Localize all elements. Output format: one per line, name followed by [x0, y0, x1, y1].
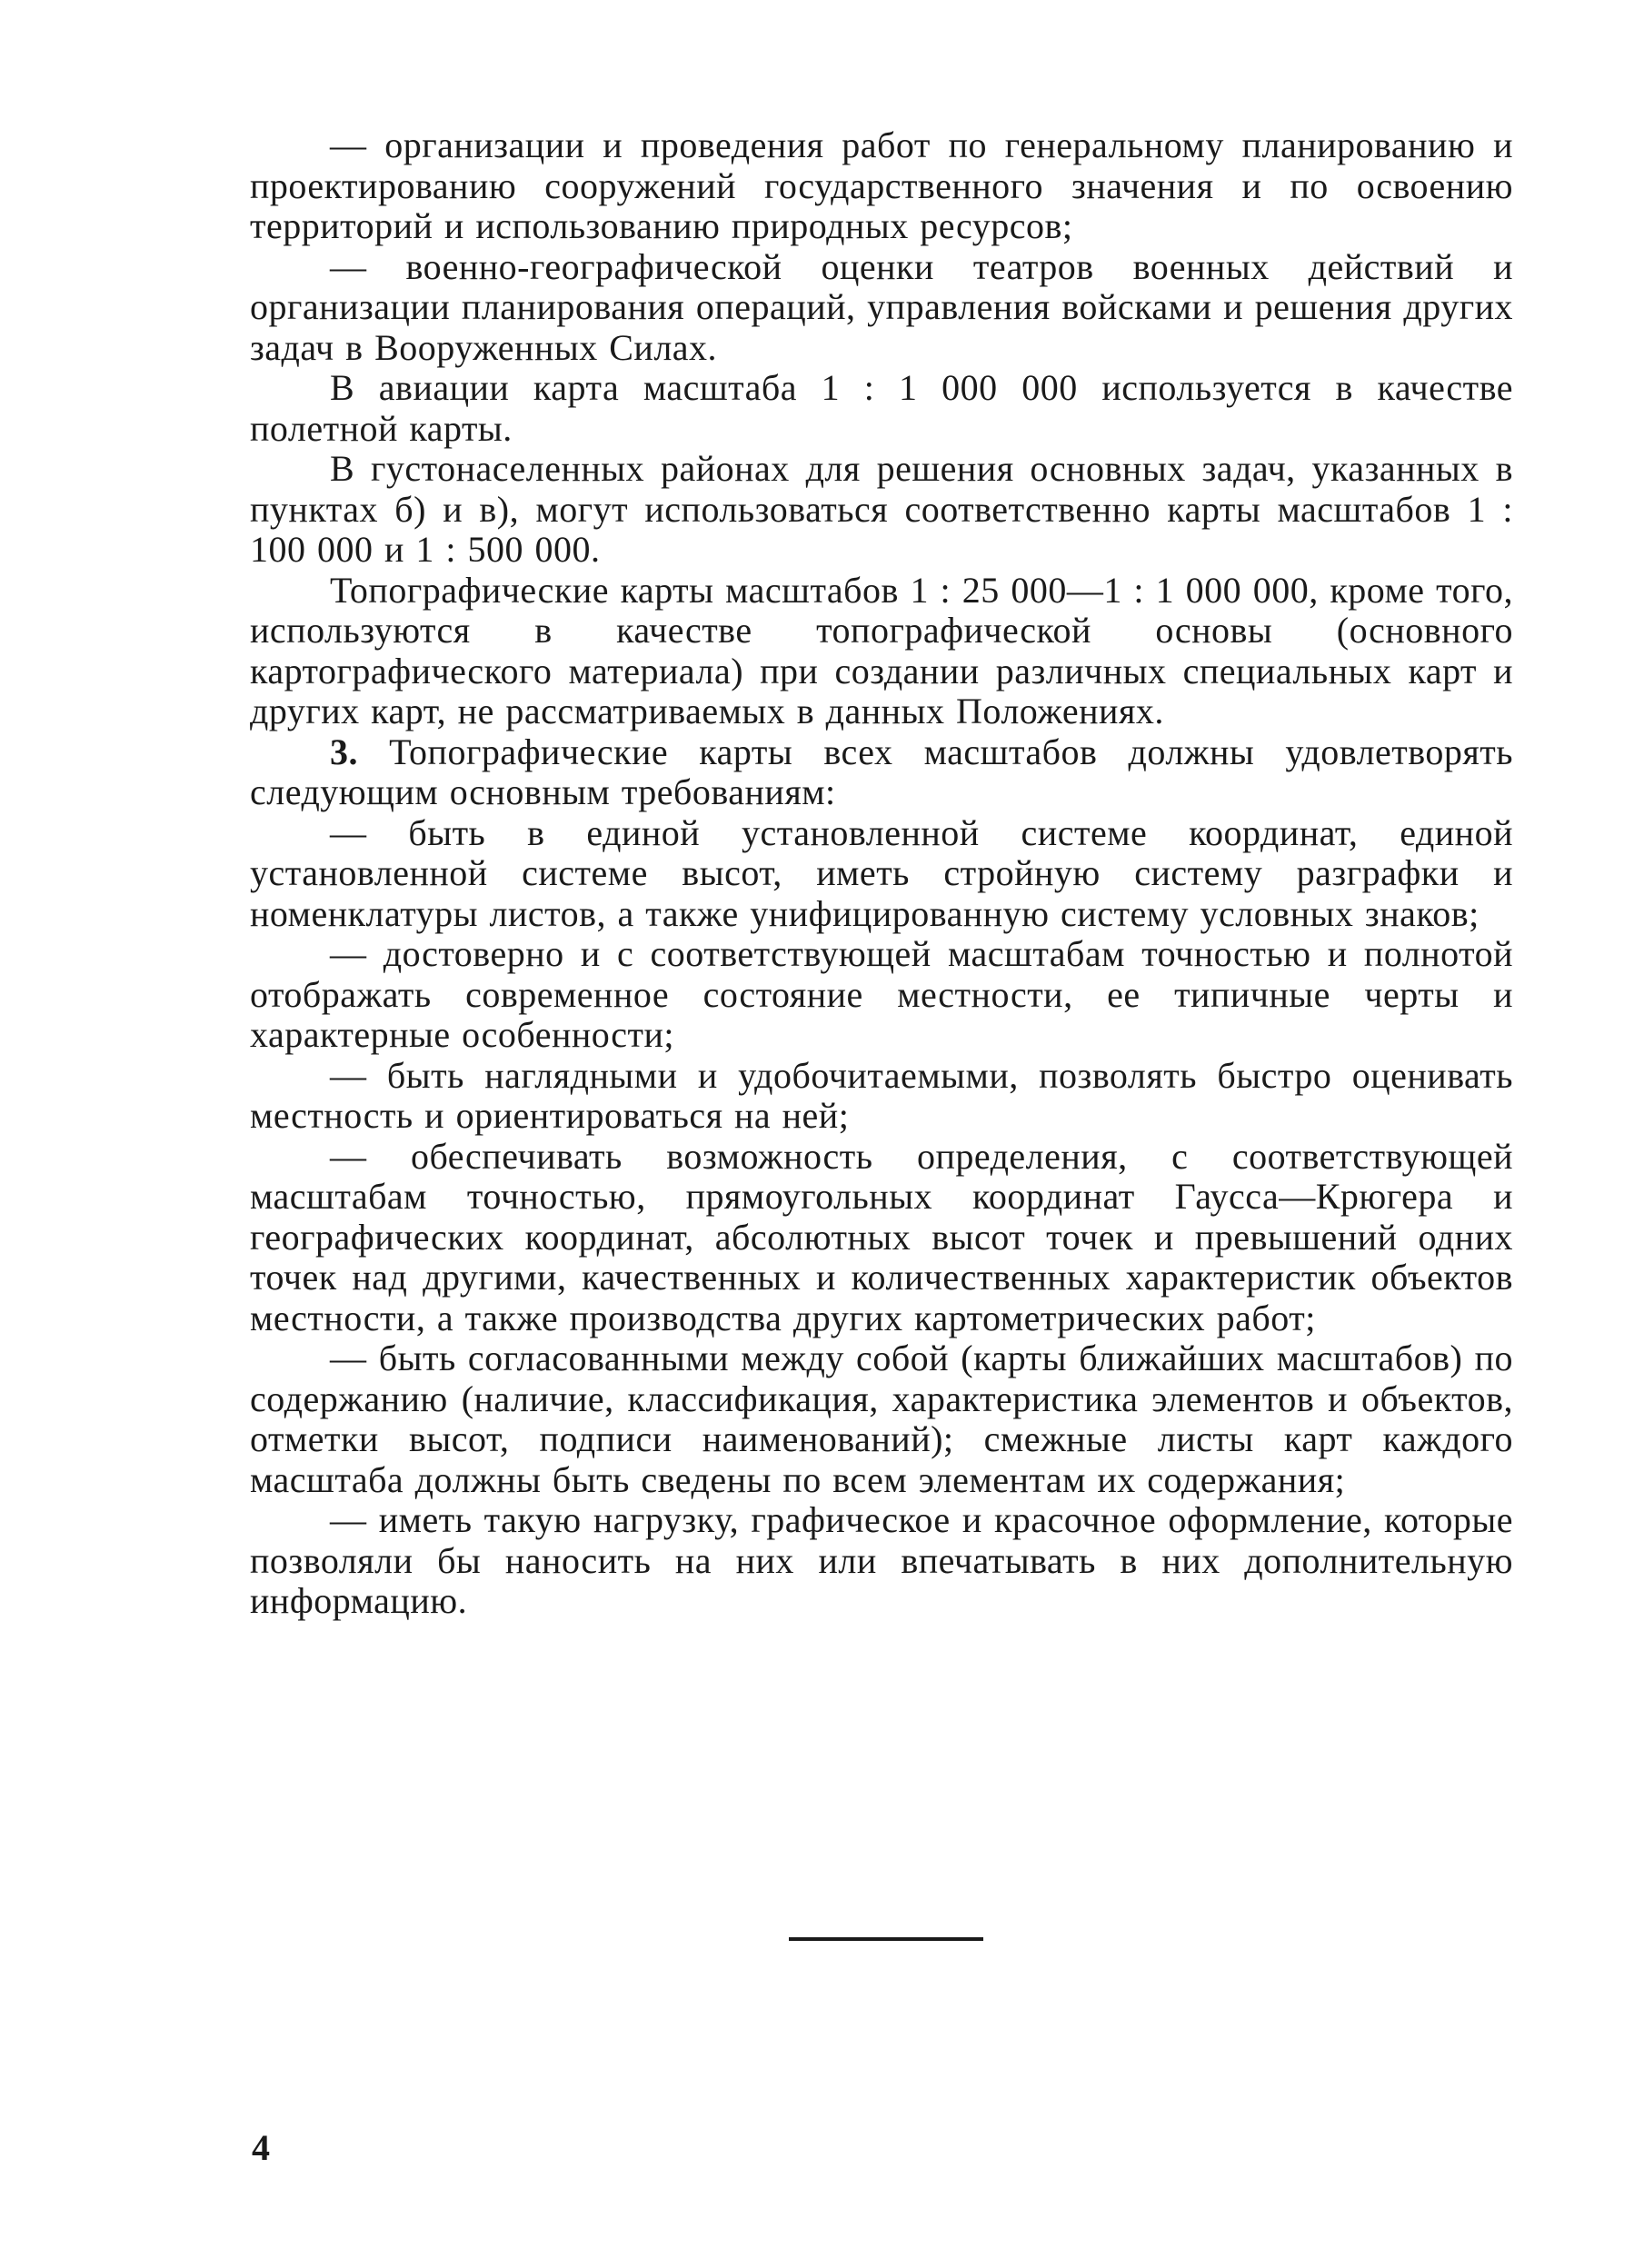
page-body — [250, 125, 1513, 1622]
requirement-consistency: — быть согласованными между собой (карты ближайших масштабов) по содержанию (наличие, классификация, характеристика элементов и объектов, отметки высот, подписи наименований); смежные листы карт каждого масштаба должны быть сведены по всем элементам их содержания; — [250, 1338, 1513, 1500]
requirement-load-design: — иметь такую нагрузку, графическое и красочное оформление, которые позволяли бы наносить на них или впечатывать в них дополнительную информацию. — [250, 1499, 1513, 1621]
section-3-number: 3. — [330, 731, 358, 772]
paragraph-topographic-basis: Топографические карты масштабов 1 : 25 000—1 : 1 000 000, кроме того, используются в качестве топографической основы (основного картографического материала) при создании различных специальных карт и других карт, не рассматриваемых в данных Положениях. — [250, 569, 1513, 731]
requirement-accuracy: — достоверно и с соответствующей масштабам точностью и полнотой отображать современное состояние местности, ее типичные черты и характерные особенности; — [250, 933, 1513, 1055]
requirement-coordinate-system: — быть в единой установленной системе координат, единой установленной системе высот, иметь стройную систему разграфки и номенклатуры листов, а также унифицированную систему условных знаков; — [250, 811, 1513, 934]
section-3-text: Топографические карты всех масштабов должны удовлетворять следующим основным требованиям: — [250, 731, 1513, 812]
section-divider — [789, 1937, 983, 1941]
requirement-readability: — быть наглядными и удобочитаемыми, позволять быстро оценивать местность и ориентироваться на ней; — [250, 1054, 1513, 1136]
paragraph-planning: — организации и проведения работ по генеральному планированию и проектированию сооружений государственного значения и по освоению территорий и использованию природных ресурсов; — [250, 124, 1513, 246]
section-3-intro — [250, 732, 1513, 813]
paragraph-populated-areas: В густонаселенных районах для решения основных задач, указанных в пунктах б) и в), могут использоваться соответственно карты масштабов 1 : 100 000 и 1 : 500 000. — [250, 448, 1513, 570]
paragraph-military: — военно-географической оценки театров военных действий и организации планирования операций, управления войсками и решения других задач в Вооруженных Силах. — [250, 245, 1513, 368]
requirement-measurements: — обеспечивать возможность определения, с соответствующей масштабам точностью, прямоугольных координат Гаусса—Крюгера и географических координат, абсолютных высот точек и превышений одних точек над другими, качественных и количественных характеристик объектов местности, а также производства других картометрических работ; — [250, 1135, 1513, 1338]
page-number: 4 — [252, 2127, 270, 2168]
paragraph-aviation: В авиации карта масштаба 1 : 1 000 000 используется в качестве полетной карты. — [250, 367, 1513, 449]
